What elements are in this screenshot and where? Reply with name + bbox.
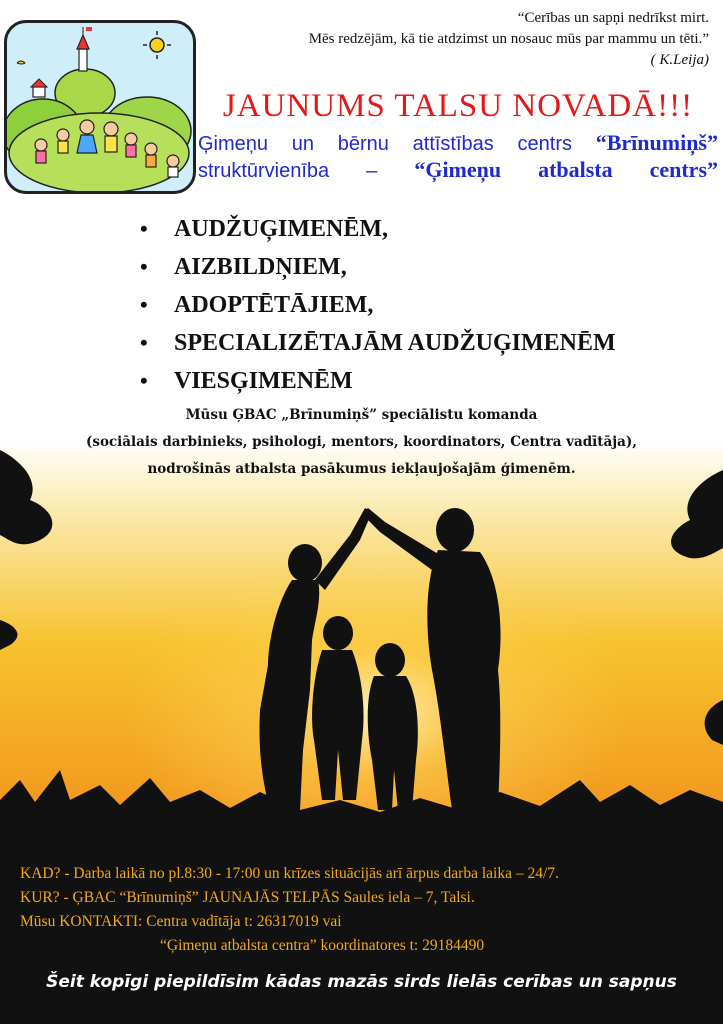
list-item: • AUDŽUĢIMENĒM, — [140, 210, 616, 248]
info-when: KAD? - Darba laikā no pl.8:30 - 17:00 un krīzes situācijās arī ārpus darba laika – 24/7. — [20, 865, 559, 882]
bullet-icon: • — [140, 292, 148, 317]
list-item: • VIESĢIMENĒM — [140, 362, 616, 400]
bullet-icon: • — [140, 368, 148, 393]
quote-author: ( K.Leija) — [650, 52, 709, 68]
bullet-icon: • — [140, 254, 148, 279]
team-line-2: (sociālais darbinieks, psihologi, mentors, koordinators, Centra vadītāja), — [85, 434, 638, 450]
subtitle-line-2 — [198, 157, 718, 184]
unit-name: “Ģimeņu atbalsta centrs” — [414, 157, 718, 182]
subtitle-line-1 — [198, 130, 718, 157]
quote-line-1: “Cerības un sapņi nedrīkst mirt. — [517, 10, 709, 26]
family-logo-icon — [4, 20, 196, 194]
slogan: Šeit kopīgi piepildīsim kādas mazās sirds lielās cerības un sapņus — [46, 972, 677, 992]
quote — [149, 8, 709, 71]
team-line-1: Mūsu ĢBAC „Brīnumiņš” speciālistu komanda — [185, 407, 538, 423]
audience-list — [140, 210, 616, 400]
team-line-3: nodrošinās atbalsta pasākumus iekļaujošajām ģimenēm. — [147, 461, 576, 477]
list-item: • SPECIALIZĒTAJĀM AUDŽUĢIMENĒM — [140, 324, 616, 362]
center-name: “Brīnumiņš” — [595, 130, 718, 155]
subtitle-line-1-text: Ģimeņu un bērnu attīstības centrs — [198, 133, 596, 155]
list-item: • ADOPTĒTĀJIEM, — [140, 286, 616, 324]
quote-line-2: Mēs redzējām, kā tie atdzimst un nosauc mūs par mammu un tēti.” — [308, 31, 709, 47]
info-where: KUR? - ĢBAC “Brīnumiņš” JAUNAJĀS TELPĀS Saules iela – 7, Talsi. — [20, 889, 475, 906]
contact-info — [20, 862, 710, 958]
headline: JAUNUMS TALSU NOVADĀ!!! — [222, 88, 694, 124]
bullet-icon: • — [140, 216, 148, 241]
subtitle — [198, 130, 718, 184]
info-contacts: Mūsu KONTAKTI: Centra vadītāja t: 26317019 vai — [20, 913, 342, 930]
info-contacts-coordinator: “Ģimeņu atbalsta centra” koordinatores t: 29184490 — [160, 937, 485, 954]
bullet-icon: • — [140, 330, 148, 355]
list-item: • AIZBILDŅIEM, — [140, 248, 616, 286]
subtitle-line-2-text: struktūrvienība – — [198, 160, 415, 182]
team-description — [20, 402, 703, 483]
